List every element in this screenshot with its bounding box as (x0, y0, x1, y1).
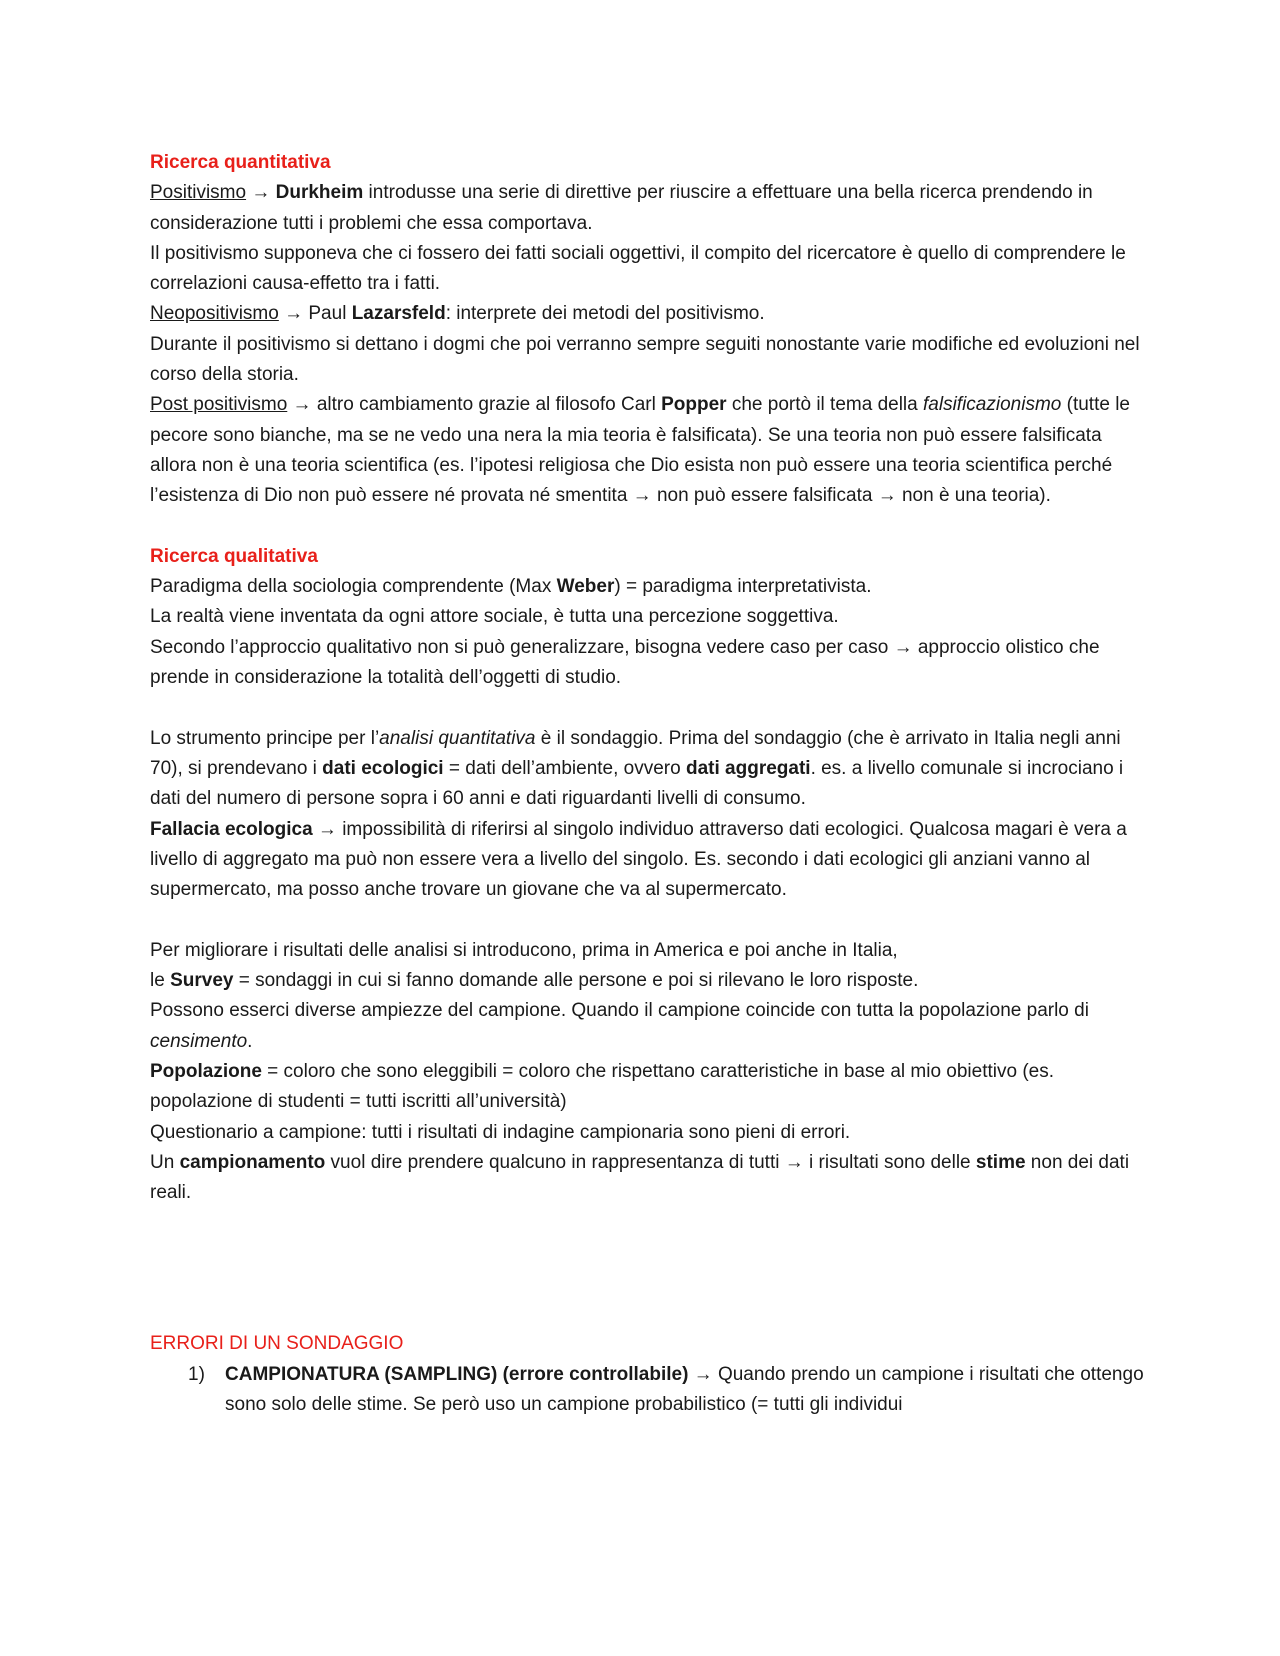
list-item: 1) CAMPIONATURA (SAMPLING) (errore controllabile) → Quando prendo un campione i risultati che ottengo sono solo delle stime. Se però uso un campione probabilistico (= tutti gli individui (150, 1360, 1150, 1421)
spacer (150, 693, 1150, 723)
document-page (150, 148, 1150, 1420)
paragraph-survey-intro: Per migliorare i risultati delle analisi si introducono, prima in America e poi anche in Italia, (150, 939, 898, 961)
paragraph-post-positivismo: Post positivismo → altro cambiamento grazie al filosofo Carl Popper che portò il tema della falsificazionismo (tutte le pecore sono bianche, ma se ne vedo una nera la mia teoria è falsificata). Se una teoria non può essere falsificata allora non è una teoria scientifica (es. l’ipotesi religiosa che Dio esista non può essere una teoria scientifica perché l’esistenza di Dio non può essere né provata né smentita → non può essere falsificata → non è una teoria). (150, 394, 1130, 507)
term-stime: stime (975, 1151, 1026, 1173)
paragraph-approccio-qualitativo: Secondo l’approccio qualitativo non si può generalizzare, bisogna vedere caso per caso → approccio olistico che prende in considerazione la totalità dell’oggetti di studio. (150, 636, 1100, 689)
heading-ricerca-qualitativa: Ricerca qualitativa (150, 545, 318, 567)
name-popper: Popper (661, 394, 727, 416)
paragraph-neopositivismo: Neopositivismo → Paul Lazarsfeld: interprete dei metodi del positivismo. (150, 303, 765, 325)
spacer (150, 1208, 1150, 1329)
name-durkheim: Durkheim (275, 182, 364, 204)
spacer (150, 905, 1150, 935)
paragraph-survey: le Survey = sondaggi in cui si fanno domande alle persone e poi si rilevano le loro risposte. (150, 970, 919, 992)
paragraph-positivismo: Positivismo → Durkheim introdusse una serie di direttive per riuscire a effettuare una bella ricerca prendendo in considerazione tutti i problemi che essa comportava. (150, 182, 1093, 234)
paragraph-censimento: Possono esserci diverse ampiezze del campione. Quando il campione coincide con tutta la popolazione parlo di censimento. (150, 1000, 1089, 1052)
paragraph-positivismo-2: Il positivismo supponeva che ci fossero dei fatti sociali oggettivi, il compito del ricercatore è quello di comprendere le correlazioni causa-effetto tra i fatti. (150, 242, 1126, 295)
term-campionamento: campionamento (179, 1151, 326, 1173)
term-survey: Survey (170, 970, 234, 992)
spacer (150, 512, 1150, 542)
heading-errori-sondaggio: ERRORI DI UN SONDAGGIO (150, 1333, 404, 1355)
paragraph-popolazione: Popolazione = coloro che sono eleggibili = coloro che rispettano caratteristiche in base al mio obiettivo (es. popolazione di studenti = tutti iscritti all’università) (150, 1060, 1055, 1113)
term-falsificazionismo: falsificazionismo (923, 394, 1062, 416)
name-lazarsfeld: Lazarsfeld (351, 303, 446, 325)
paragraph-neopositivismo-2: Durante il positivismo si dettano i dogmi che poi verranno sempre seguiti nonostante varie modifiche ed evoluzioni nel corso della storia. (150, 333, 1140, 386)
name-weber: Weber (556, 576, 615, 598)
paragraph-campionamento: Un campionamento vuol dire prendere qualcuno in rappresentanza di tutti → i risultati sono delle stime non dei dati reali. (150, 1151, 1130, 1204)
paragraph-strumento: Lo strumento principe per l’analisi quantitativa è il sondaggio. Prima del sondaggio (che è arrivato in Italia negli anni 70), si prendevano i dati ecologici = dati dell’ambiente, ovvero dati aggregati. es. a livello comunale si incrociano i dati del numero di persone sopra i 60 anni e dati riguardanti livelli di consumo. (150, 727, 1124, 810)
term-fallacia-ecologica: Fallacia ecologica (150, 818, 313, 840)
paragraph-questionario: Questionario a campione: tutti i risultati di indagine campionaria sono pieni di errori. (150, 1121, 851, 1143)
term-post-positivismo: Post positivismo (150, 394, 288, 416)
errori-list (150, 1360, 1150, 1421)
heading-ricerca-quantitativa: Ricerca quantitativa (150, 152, 331, 173)
term-censimento: censimento (150, 1030, 248, 1052)
term-popolazione: Popolazione (150, 1060, 262, 1082)
term-neopositivismo: Neopositivismo (150, 303, 279, 325)
paragraph-realta: La realtà viene inventata da ogni attore sociale, è tutta una percezione soggettiva. (150, 606, 839, 628)
paragraph-paradigma: Paradigma della sociologia comprendente (Max Weber) = paradigma interpretativista. (150, 576, 872, 598)
list-number: 1) (188, 1363, 205, 1385)
term-positivismo: Positivismo (150, 182, 247, 204)
term-campionatura: CAMPIONATURA (SAMPLING) (errore controllabile) (225, 1363, 689, 1385)
paragraph-fallacia-ecologica: Fallacia ecologica → impossibilità di riferirsi al singolo individuo attraverso dati ecologici. Qualcosa magari è vera a livello di aggregato ma può non essere vera a livello del singolo. Es. secondo i dati ecologici gli anziani vanno al supermercato, ma posso anche trovare un giovane che va al supermercato. (150, 818, 1127, 901)
